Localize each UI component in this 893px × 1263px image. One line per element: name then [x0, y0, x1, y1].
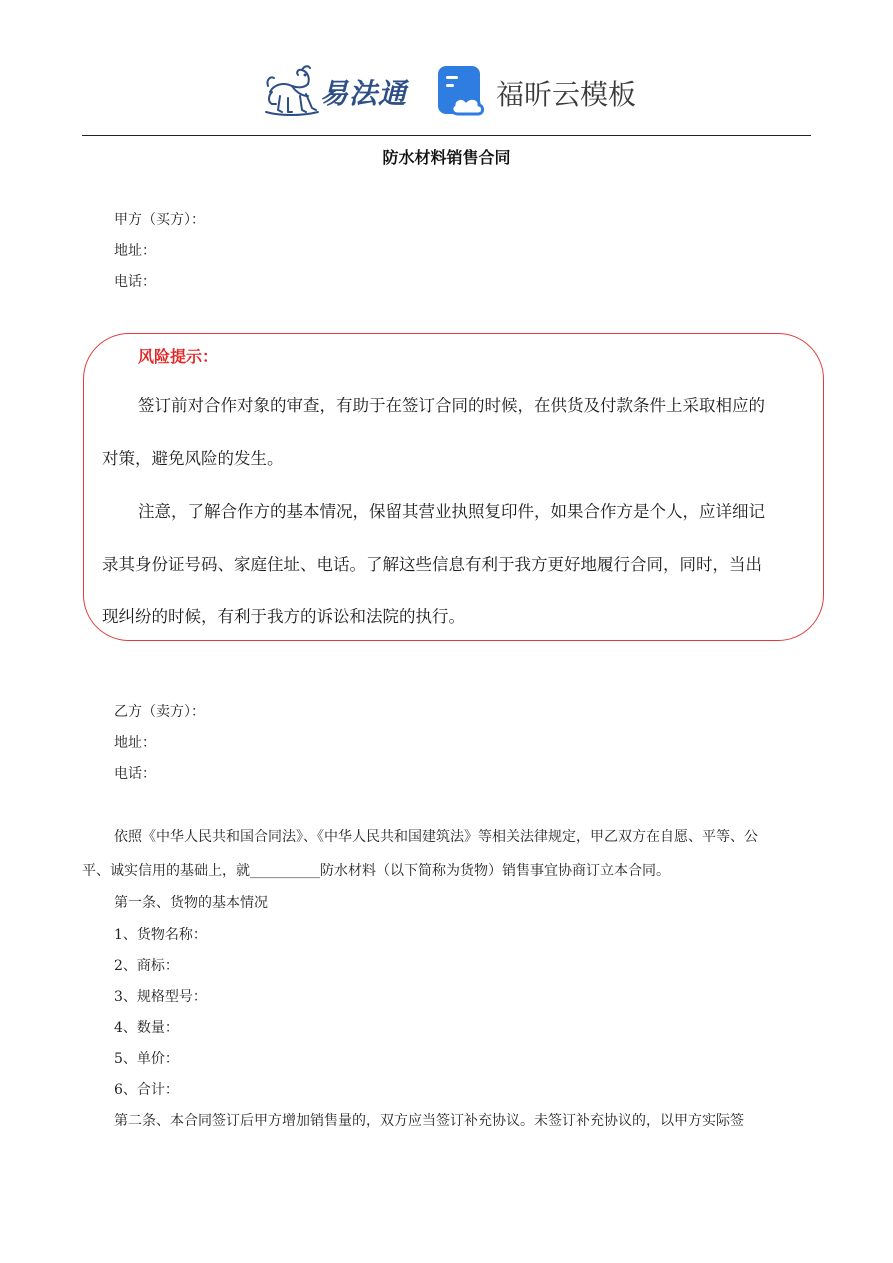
party-a-name-label: 甲方（买方）：: [114, 212, 205, 228]
qilin-icon: [262, 62, 322, 118]
article-2-opening-line: 第二条、本合同签订后甲方增加销售量的，双方应当签订补充协议。未签订补充协议的，以甲方实际签: [114, 1113, 744, 1129]
party-b-name-label: 乙方（卖方）：: [114, 704, 205, 720]
article-1-item: 4、数量：: [114, 1020, 179, 1036]
risk-notice-line: 录其身份证号码、家庭住址、电话。了解这些信息有利于我方更好地履行合同，同时，当出: [102, 555, 762, 574]
party-a-address-label: 地址：: [114, 243, 156, 259]
risk-notice-line: 注意，了解合作方的基本情况，保留其营业执照复印件，如果合作方是个人，应详细记: [138, 502, 765, 521]
intro-paragraph-line-1: 依照《中华人民共和国合同法》、《中华人民共和国建筑法》等相关法律规定，甲乙双方在自愿、平等、公: [114, 829, 758, 845]
risk-notice-box: [83, 333, 824, 641]
fuxin-logo: [436, 64, 646, 120]
header-divider: [82, 135, 811, 136]
risk-notice-line: 对策，避免风险的发生。: [102, 449, 284, 468]
article-1-item: 1、货物名称：: [114, 927, 207, 943]
risk-notice-title: 风险提示：: [138, 347, 219, 366]
party-b-address-label: 地址：: [114, 735, 156, 751]
fuxin-brand-text: 福昕云模板: [496, 78, 637, 111]
document-title: 防水材料销售合同: [382, 148, 511, 167]
cloud-document-icon: [436, 64, 488, 118]
article-1-item: 5、单价：: [114, 1051, 179, 1067]
risk-notice-line: 签订前对合作对象的审查，有助于在签订合同的时候，在供货及付款条件上采取相应的: [138, 396, 765, 415]
party-b-phone-label: 电话：: [114, 766, 156, 782]
yifatong-brand-text: 易法通: [320, 77, 408, 110]
article-1-item: 6、合计：: [114, 1082, 179, 1098]
yifatong-logo: [262, 62, 422, 118]
party-a-phone-label: 电话：: [114, 274, 156, 290]
header: [0, 60, 893, 124]
risk-notice-line: 现纠纷的时候，有利于我方的诉讼和法院的执行。: [102, 607, 465, 626]
article-1-heading: 第一条、货物的基本情况: [114, 895, 268, 911]
intro-paragraph-line-2: 平、诚实信用的基础上，就__________防水材料（以下简称为货物）销售事宜协商订立本合同。: [82, 863, 670, 879]
article-1-item: 3、规格型号：: [114, 989, 207, 1005]
article-1-item: 2、商标：: [114, 958, 179, 974]
